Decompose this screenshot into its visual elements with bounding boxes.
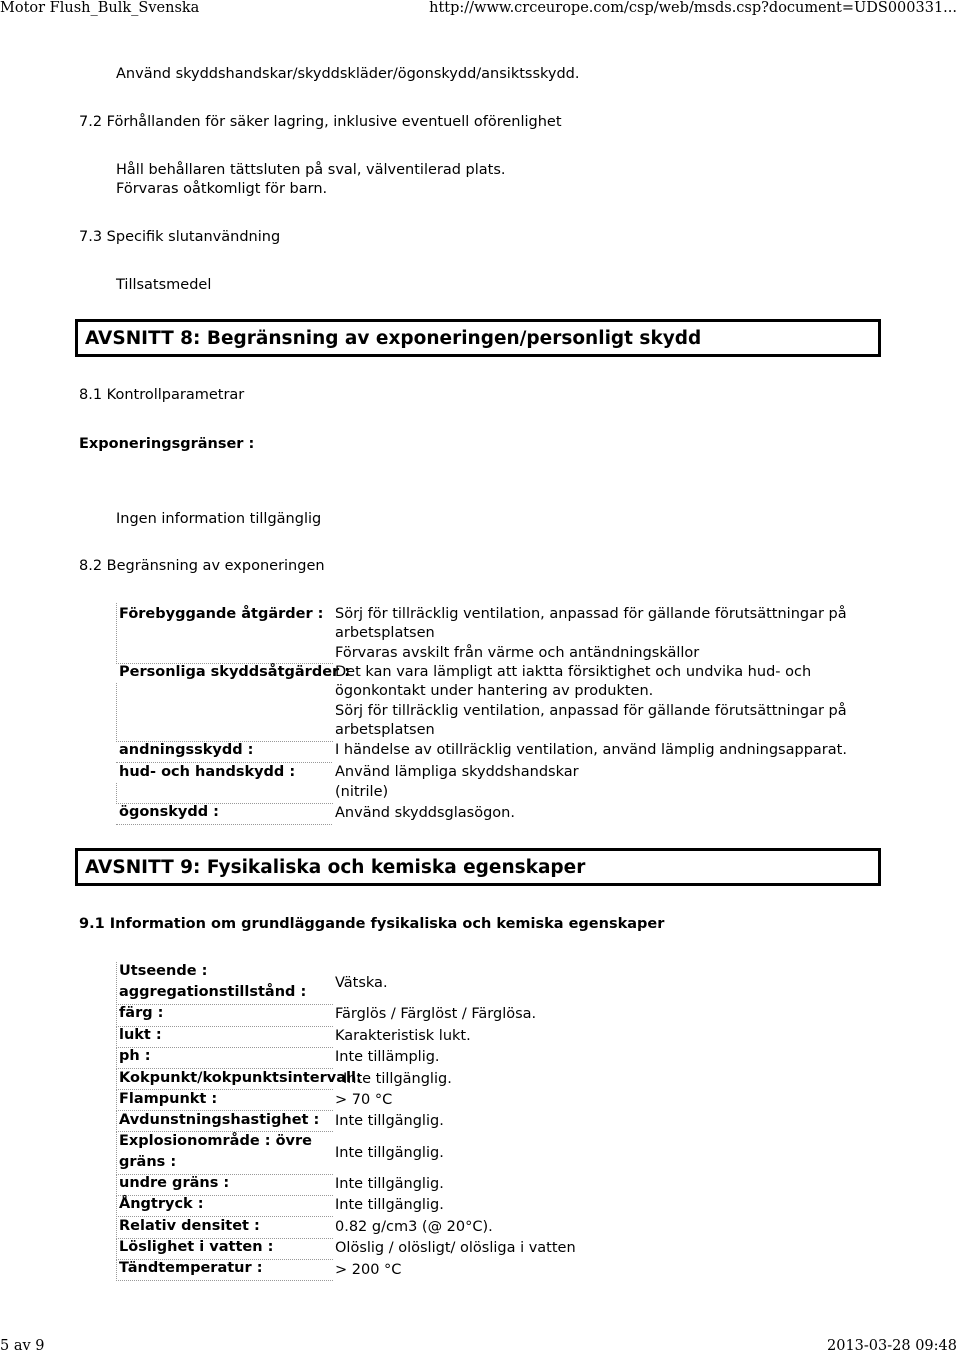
- label-personal-protection: Personliga skyddsåtgärder :: [119, 664, 351, 680]
- prop-label: Löslighet i vatten :: [119, 1239, 274, 1255]
- value-line: Sörj för tillräcklig ventilation, anpassad för gällande förutsättningar på: [335, 703, 847, 719]
- heading-8-2: 8.2 Begränsning av exponeringen: [79, 558, 325, 574]
- s72-line2: Förvaras oåtkomligt för barn.: [116, 181, 328, 197]
- row-divider: [116, 683, 333, 742]
- value-line: arbetsplatsen: [335, 722, 435, 738]
- value-line: Använd skyddsglasögon.: [335, 805, 515, 821]
- prop-label: färg :: [119, 1005, 164, 1021]
- row-divider: [116, 824, 332, 825]
- prop-label: Avdunstningshastighet :: [119, 1112, 320, 1128]
- prop-label: lukt :: [119, 1027, 162, 1043]
- page-number: 5 av 9: [0, 1338, 45, 1354]
- prop-value: 0.82 g/cm3 (@ 20°C).: [335, 1219, 493, 1235]
- document-url[interactable]: http://www.crceurope.com/csp/web/msds.csp?document=UDS000331...: [429, 0, 957, 16]
- label-respiratory-protection: andningsskydd :: [119, 742, 254, 758]
- label-eye-protection: ögonskydd :: [119, 804, 219, 820]
- heading-7-3: 7.3 Specifik slutanvändning: [79, 229, 281, 245]
- prop-value: Inte tillgänglig.: [335, 1197, 444, 1213]
- value-line: ögonkontakt under hantering av produkten.: [335, 683, 654, 699]
- prop-label: Explosionområde : övre: [119, 1133, 312, 1149]
- prop-value: > 200 °C: [335, 1262, 402, 1278]
- section-9-title: AVSNITT 9: Fysikaliska och kemiska egenskaper: [75, 848, 881, 886]
- prop-value: Inte tillämplig.: [335, 1049, 440, 1065]
- prop-value: Färglös / Färglöst / Färglösa.: [335, 1006, 537, 1022]
- prop-label: aggregationstillstånd :: [119, 984, 307, 1000]
- intro-line: Använd skyddshandskar/skyddskläder/ögonskydd/ansiktsskydd.: [116, 66, 580, 82]
- prop-label: Flampunkt :: [119, 1091, 218, 1107]
- prop-label: Tändtemperatur :: [119, 1260, 263, 1276]
- prop-value: > 70 °C: [335, 1092, 393, 1108]
- value-line: (nitrile): [335, 784, 389, 800]
- prop-label: Relativ densitet :: [119, 1218, 260, 1234]
- prop-value: Inte tillgänglig.: [335, 1176, 444, 1192]
- value-line: I händelse av otillräcklig ventilation, använd lämplig andningsapparat.: [335, 742, 847, 758]
- value-line: Förvaras avskilt från värme och antändningskällor: [335, 645, 700, 661]
- value-line: Använd lämpliga skyddshandskar: [335, 764, 579, 780]
- prop-value: Inte tillgänglig.: [335, 1113, 444, 1129]
- row-divider: [116, 762, 332, 763]
- heading-8-1: 8.1 Kontrollparametrar: [79, 387, 245, 403]
- prop-label: undre gräns :: [119, 1175, 230, 1191]
- section-8-title: AVSNITT 8: Begränsning av exponeringen/personligt skydd: [75, 319, 881, 357]
- label-preventive-measures: Förebyggande åtgärder :: [119, 606, 324, 622]
- prop-value: Inte tillgänglig.: [335, 1145, 444, 1161]
- value-line: Det kan vara lämpligt att iaktta försiktighet och undvika hud- och: [335, 664, 812, 680]
- prop-label: Ångtryck :: [119, 1196, 204, 1212]
- prop-label: Utseende :: [119, 963, 208, 979]
- row-divider: [116, 783, 333, 804]
- prop-label: Kokpunkt/kokpunktsintervall:: [119, 1070, 362, 1086]
- s72-line1: Håll behållaren tättsluten på sval, välventilerad plats.: [116, 162, 506, 178]
- exposure-limits-value: Ingen information tillgänglig: [116, 511, 322, 527]
- prop-value: Vätska.: [335, 975, 388, 991]
- prop-value: Karakteristisk lukt.: [335, 1028, 471, 1044]
- value-line: Sörj för tillräcklig ventilation, anpassad för gällande förutsättningar på: [335, 606, 847, 622]
- prop-label: ph :: [119, 1048, 151, 1064]
- exposure-limits-label: Exponeringsgränser :: [79, 436, 255, 452]
- heading-9-1: 9.1 Information om grundläggande fysikaliska och kemiska egenskaper: [79, 916, 665, 932]
- heading-7-2: 7.2 Förhållanden för säker lagring, inklusive eventuell oförenlighet: [79, 114, 562, 130]
- document-title: Motor Flush_Bulk_Svenska: [0, 0, 200, 16]
- label-skin-hand-protection: hud- och handskydd :: [119, 764, 296, 780]
- prop-value: Inte tillgänglig.: [343, 1071, 452, 1087]
- prop-value: Olöslig / olösligt/ olösliga i vatten: [335, 1240, 576, 1256]
- value-line: arbetsplatsen: [335, 625, 435, 641]
- print-datetime: 2013-03-28 09:48: [827, 1338, 957, 1354]
- s73-text: Tillsatsmedel: [116, 277, 212, 293]
- prop-label: gräns :: [119, 1154, 177, 1170]
